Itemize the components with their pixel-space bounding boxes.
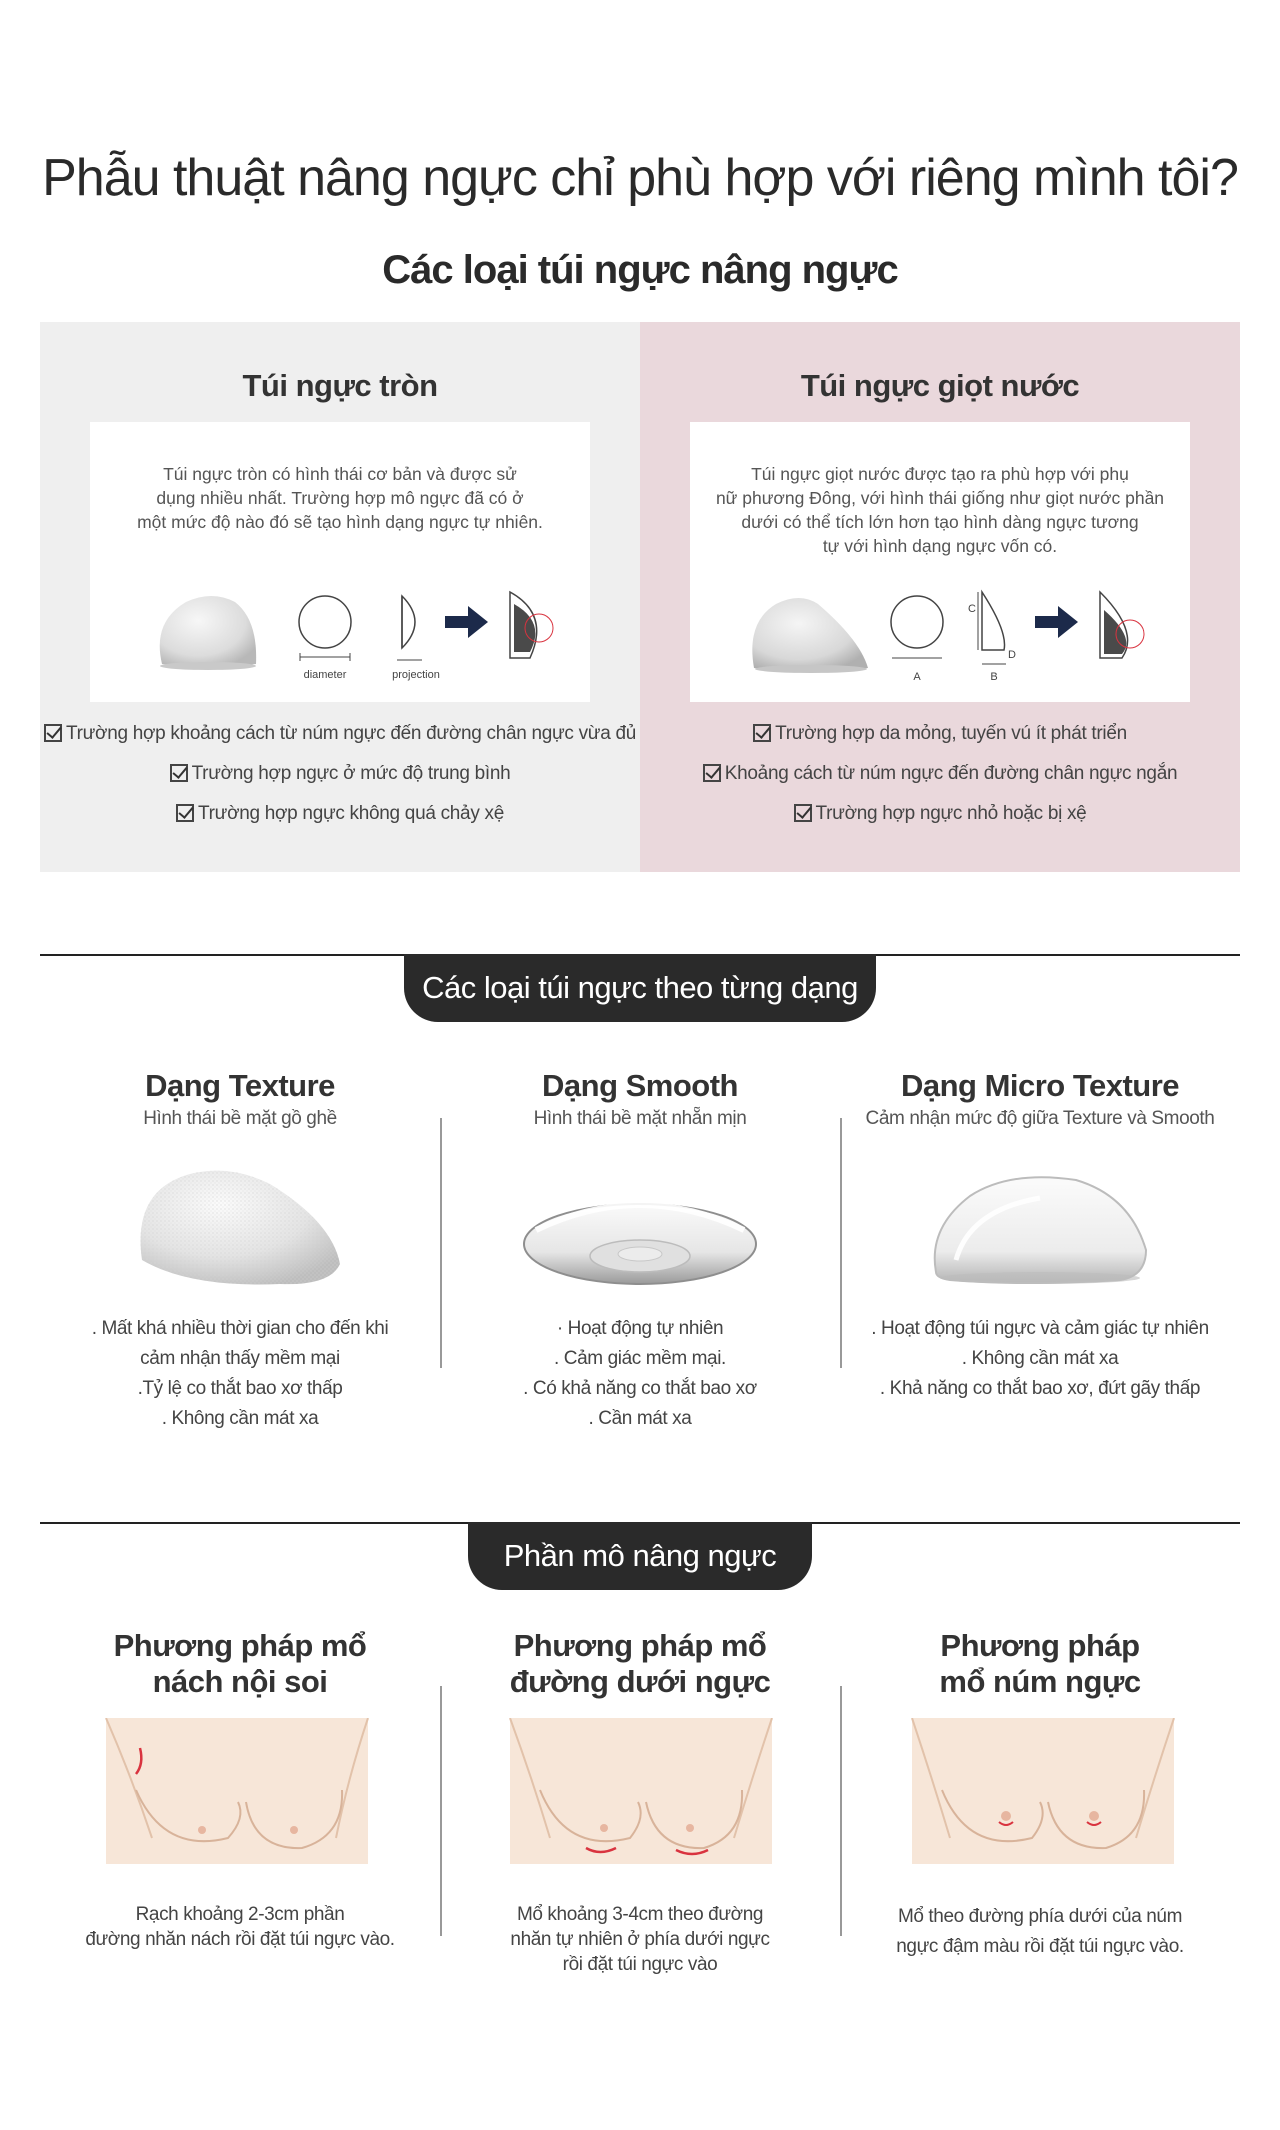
- diameter-label: diameter: [303, 669, 347, 681]
- column-title: Phương pháp mổ đường dưới ngực: [509, 1628, 771, 1699]
- armpit-incision-image: [40, 1718, 440, 1878]
- check-item: Trường hợp khoảng cách từ núm ngực đến đường chân ngực vừa đủ: [40, 714, 640, 754]
- micro-texture-implant-image: [840, 1140, 1240, 1300]
- column-description: . Hoạt động túi ngực và cảm giác tự nhiên . Không cần mát xa . Khả năng co thắt bao xơ, đứt gãy thấp: [871, 1318, 1209, 1399]
- arrow-right-icon: [1035, 606, 1078, 638]
- round-panel-description: Túi ngực tròn có hình thái cơ bản và được sử dụng nhiều nhất. Trường hợp mô ngực đã có ở một mức độ nào đó sẽ tạo hình dạng ngực tự nhiên.: [137, 464, 543, 532]
- label-d: D: [1008, 649, 1016, 661]
- check-item: Khoảng cách từ núm ngực đến đường chân ngực ngắn: [640, 754, 1240, 794]
- checkbox-icon: [170, 764, 188, 782]
- page-subtitle: Các loại túi ngực nâng ngực: [382, 248, 898, 292]
- teardrop-panel-card: [690, 422, 1190, 702]
- projection-label: projection: [392, 669, 440, 681]
- section-tab-implant-types: Các loại túi ngực theo từng dạng: [404, 954, 876, 1022]
- smooth-implant-image: [440, 1140, 840, 1300]
- teardrop-check-list: [640, 714, 1240, 834]
- check-item: Trường hợp da mỏng, tuyến vú ít phát triển: [640, 714, 1240, 754]
- texture-column: [40, 1068, 440, 1434]
- teardrop-panel-title: Túi ngực giọt nước: [800, 368, 1080, 403]
- label-a: A: [913, 671, 921, 682]
- column-description: Rạch khoảng 2-3cm phần đường nhăn nách rồi đặt túi ngực vào.: [85, 1904, 395, 1950]
- column-title: Phương pháp mổ nách nội soi: [113, 1628, 367, 1699]
- underbreast-incision-image: [440, 1718, 840, 1878]
- column-subtitle: Hình thái bề mặt nhẵn mịn: [533, 1108, 747, 1129]
- check-item: Trường hợp ngực không quá chảy xệ: [40, 794, 640, 834]
- column-title: Dạng Micro Texture: [900, 1068, 1180, 1103]
- round-implant-panel: [40, 322, 640, 872]
- micro-texture-column: [840, 1068, 1240, 1404]
- nipple-method-column: [840, 1628, 1240, 1962]
- label-c: C: [968, 603, 976, 615]
- checkbox-icon: [703, 764, 721, 782]
- page-title: Phẫu thuật nâng ngực chỉ phù hợp với riêng mình tôi?: [42, 149, 1238, 207]
- column-description: Mổ khoảng 3-4cm theo đường nhăn tự nhiên ở phía dưới ngực rồi đặt túi ngực vào: [510, 1904, 770, 1975]
- column-description: Mổ theo đường phía dưới của núm ngực đậm màu rồi đặt túi ngực vào.: [896, 1906, 1184, 1957]
- checkbox-icon: [44, 724, 62, 742]
- column-title: Dạng Smooth: [542, 1068, 738, 1103]
- armpit-method-column: [40, 1628, 440, 1952]
- column-subtitle: Hình thái bề mặt gồ ghề: [143, 1108, 337, 1129]
- nipple-incision-image: [840, 1718, 1240, 1878]
- underbreast-method-column: [440, 1628, 840, 1977]
- checkbox-icon: [794, 804, 812, 822]
- texture-implant-image: [40, 1140, 440, 1300]
- arrow-right-icon: [445, 606, 488, 638]
- round-implant-image: [160, 596, 256, 667]
- column-description: · Hoạt động tự nhiên . Cảm giác mềm mại. . Có khả năng co thắt bao xơ . Cần mát xa: [523, 1318, 757, 1429]
- round-implant-diagram: [90, 562, 590, 682]
- column-title: Dạng Texture: [145, 1068, 335, 1103]
- section-tab-surgical-methods: Phần mô nâng ngực: [468, 1522, 812, 1590]
- teardrop-panel-description: Túi ngực giọt nước được tạo ra phù hợp với phụ nữ phương Đông, với hình thái giống như giọt nước phần dưới có thể tích lớn hơn tạo hình dàng ngực tương tự với hình dạng ngực vốn có.: [715, 464, 1165, 556]
- check-item: Trường hợp ngực nhỏ hoặc bị xệ: [640, 794, 1240, 834]
- round-check-list: [40, 714, 640, 834]
- teardrop-implant-image: [752, 598, 868, 671]
- label-b: B: [990, 671, 998, 682]
- column-description: . Mất khá nhiều thời gian cho đến khi cảm nhận thấy mềm mại .Tỷ lệ co thắt bao xơ thấp . Không cần mát xa: [91, 1318, 389, 1429]
- check-item: Trường hợp ngực ở mức độ trung bình: [40, 754, 640, 794]
- teardrop-implant-panel: [640, 322, 1240, 872]
- column-title: Phương pháp mổ núm ngực: [939, 1628, 1141, 1699]
- checkbox-icon: [176, 804, 194, 822]
- teardrop-implant-diagram: [690, 562, 1190, 682]
- round-panel-card: [90, 422, 590, 702]
- column-subtitle: Cảm nhận mức độ giữa Texture và Smooth: [865, 1108, 1215, 1129]
- round-panel-title: Túi ngực tròn: [242, 368, 438, 403]
- checkbox-icon: [753, 724, 771, 742]
- smooth-column: [440, 1068, 840, 1434]
